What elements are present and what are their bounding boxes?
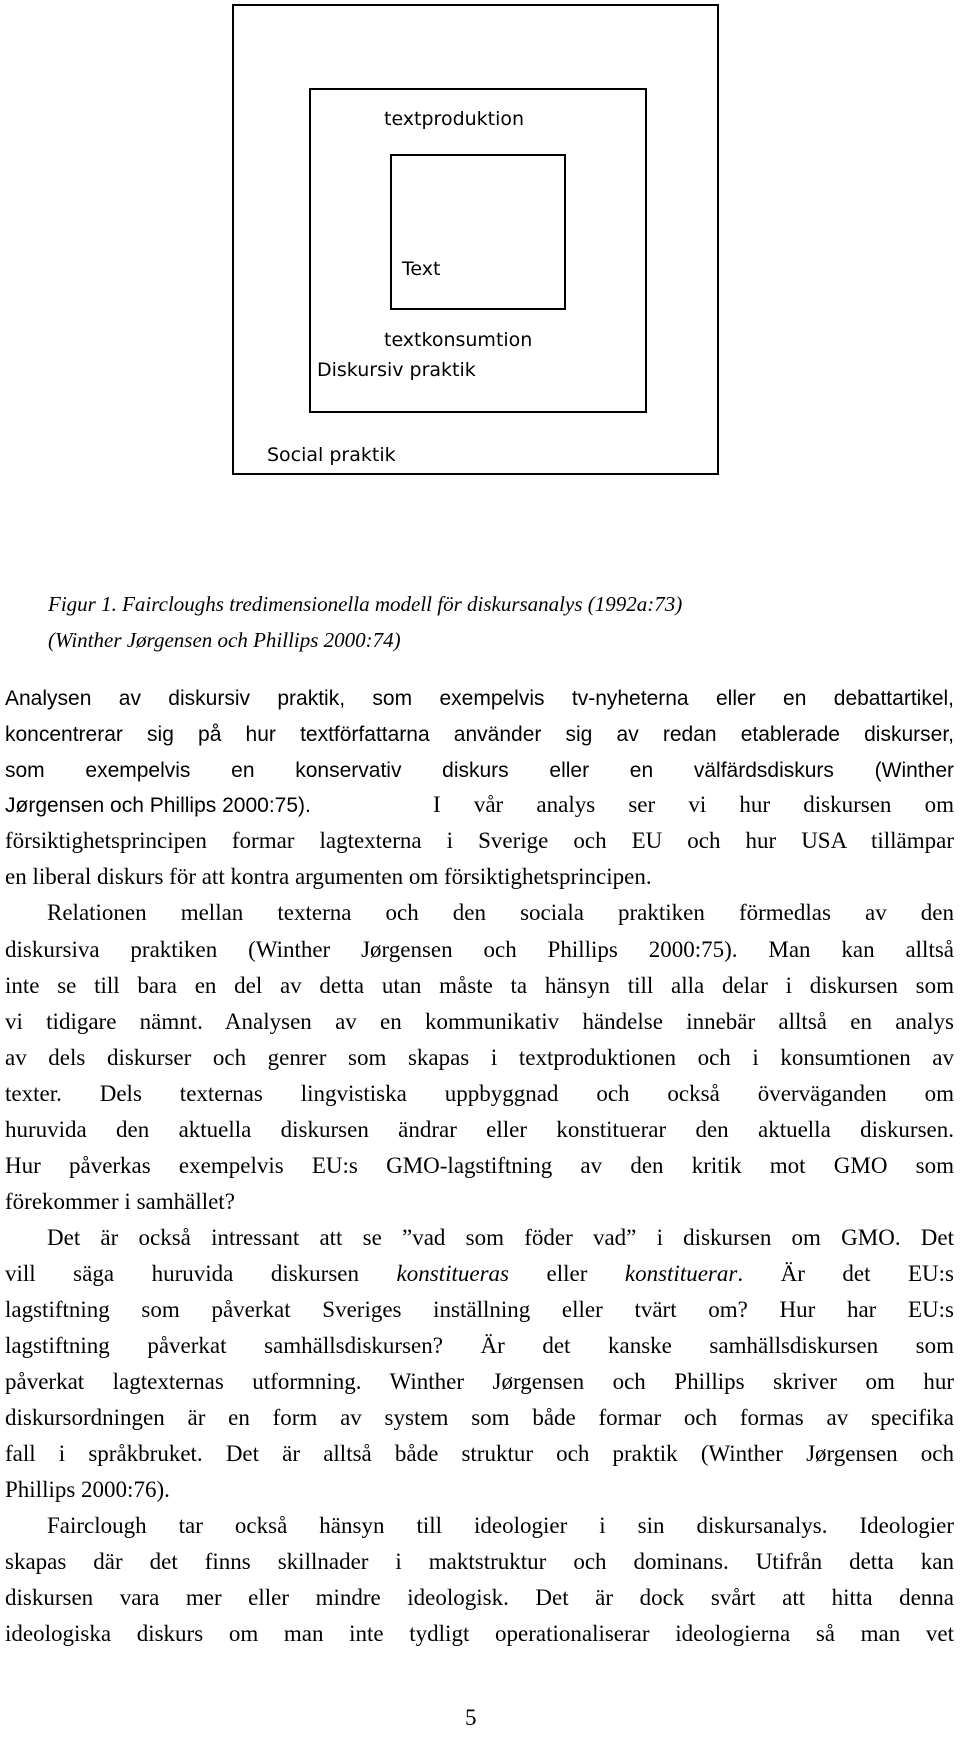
text-line: diskursen vara mer eller mindre ideologisk. Det är dock svårt att hitta denna [5,1585,954,1610]
text-line: Analysen av diskursiv praktik, som exempelvis tv-nyheterna eller en debattartikel, [5,687,954,710]
text-line: Hur påverkas exempelvis EU:s GMO-lagstiftning av den kritik mot GMO som [5,1153,954,1178]
text-line: Fairclough tar också hänsyn till ideologier i sin diskursanalys. Ideologier [47,1513,954,1538]
page-number: 5 [465,1705,477,1730]
emphasis-konstituerar: konstituerar [624,1261,738,1286]
figure-caption-line-1: Figur 1. Faircloughs tredimensionella modell för diskursanalys (1992a:73) [48,592,683,616]
text-line: texter. Dels texternas lingvistiska uppbyggnad och också överväganden om [5,1081,954,1106]
label-social-praktik: Social praktik [267,444,396,466]
label-text: Text [402,258,441,280]
text-line: lagstiftning som påverkat Sveriges inställning eller tvärt om? Hur har EU:s [5,1297,954,1322]
text-line: vi tidigare nämnt. Analysen av en kommunikativ händelse innebär alltså en analys [5,1009,954,1034]
text-line: Phillips 2000:76). [5,1477,170,1502]
text-line: förekommer i samhället? [5,1189,235,1214]
text-line: koncentrerar sig på hur textförfattarna använder sig av redan etablerade diskurser, [5,723,954,746]
text-fragment: . Är det EU:s [737,1261,954,1286]
text-line: ideologiska diskurs om man inte tydligt operationaliserar ideologierna så man vet [5,1621,954,1646]
text-line-with-emphasis [5,1262,954,1285]
label-diskursiv-praktik: Diskursiv praktik [317,359,476,381]
text-line: lagstiftning påverkat samhällsdiskursen? Är det kanske samhällsdiskursen som [5,1333,954,1358]
text-line: Det är också intressant att se ”vad som föder vad” i diskursen om GMO. Det [47,1225,954,1250]
label-textkonsumtion: textkonsumtion [384,329,533,351]
figure-caption-line-2: (Winther Jørgensen och Phillips 2000:74) [48,628,401,652]
text-line: huruvida den aktuella diskursen ändrar eller konstituerar den aktuella diskursen. [5,1117,954,1142]
text-line: påverkat lagtexternas utformning. Winther Jørgensen och Phillips skriver om hur [5,1369,954,1394]
text-line: som exempelvis en konservativ diskurs eller en välfärdsdiskurs (Winther [5,759,954,782]
emphasis-konstitueras: konstitueras [396,1261,509,1286]
text-line: I vår analys ser vi hur diskursen om [433,792,954,817]
text-line: diskursordningen är en form av system som både formar och formas av specifika [5,1405,954,1430]
text-fragment: eller [508,1261,625,1286]
label-textproduktion: textproduktion [384,108,525,130]
text-line: skapas där det finns skillnader i maktstruktur och dominans. Utifrån detta kan [5,1549,954,1574]
text-line: Relationen mellan texterna och den sociala praktiken förmedlas av den [47,900,954,925]
text-line: diskursiva praktiken (Winther Jørgensen och Phillips 2000:75). Man kan alltså [5,937,954,962]
text-box [390,154,566,310]
text-line: Jørgensen och Phillips 2000:75). [5,794,311,817]
text-line: försiktighetsprincipen formar lagtexterna i Sverige och EU och hur USA tillämpar [5,828,954,853]
text-fragment: vill säga huruvida diskursen [5,1261,397,1286]
text-line: inte se till bara en del av detta utan måste ta hänsyn till alla delar i diskursen som [5,973,954,998]
text-line: en liberal diskurs för att kontra argumenten om försiktighetsprincipen. [5,864,652,889]
text-line: av dels diskurser och genrer som skapas i textproduktionen och i konsumtionen av [5,1045,954,1070]
text-line: fall i språkbruket. Det är alltså både struktur och praktik (Winther Jørgensen och [5,1441,954,1466]
